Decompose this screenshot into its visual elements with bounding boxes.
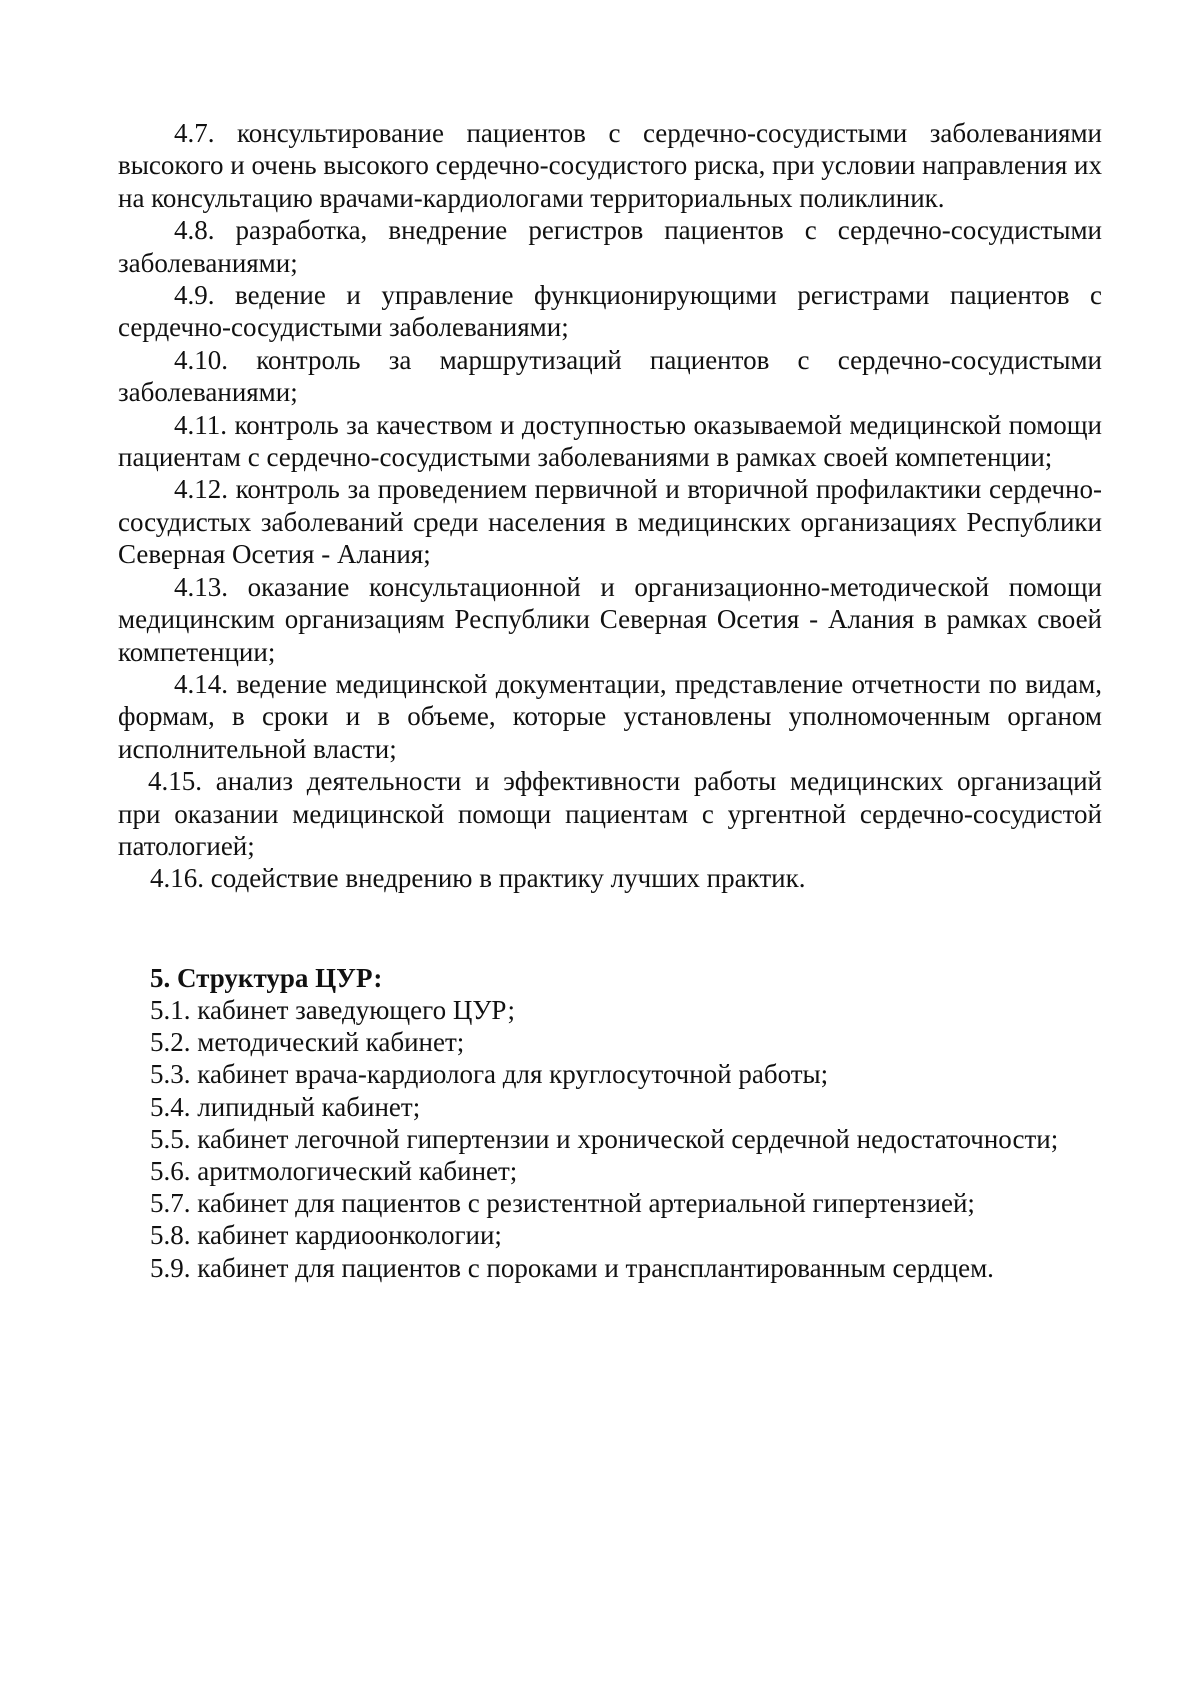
item-4-15: 4.15. анализ деятельности и эффективности работы медицинских организаций при оказании медицинской помощи пациентам с ургентной сердечно-сосудистой патологией; <box>118 766 1102 861</box>
section-5-title: 5. Структура ЦУР: <box>150 963 383 993</box>
item-4-12: 4.12. контроль за проведением первичной и вторичной профилактики сердечно-сосудистых заболеваний среди населения в медицинских организациях Республики Северная Осетия - Алания; <box>118 474 1102 570</box>
item-4-14: 4.14. ведение медицинской документации, представление отчетности по видам, формам, в сроки и в объеме, которые установлены уполномоченным органом исполнительной власти; <box>118 668 1102 764</box>
list-item: 5.4. липидный кабинет; <box>150 1091 421 1122</box>
item-4-10: 4.10. контроль за маршрутизаций пациентов с сердечно-сосудистыми заболеваниями; <box>118 344 1102 408</box>
list-item: 5.6. аритмологический кабинет; <box>150 1156 518 1187</box>
item-4-16: 4.16. содействие внедрению в практику лучших практик. <box>150 863 806 894</box>
section-5 <box>150 962 1100 1284</box>
list-item: 5.1. кабинет заведующего ЦУР; <box>150 995 515 1025</box>
item-4-13: 4.13. оказание консультационной и организационно-методической помощи медицинским организациям Республики Северная Осетия - Алания в рамках своей компетенции; <box>118 571 1102 667</box>
item-4-11: 4.11. контроль за качеством и доступностью оказываемой медицинской помощи пациентам с сердечно-сосудистыми заболеваниями в рамках своей компетенции; <box>118 409 1102 473</box>
item-4-9: 4.9. ведение и управление функционирующими регистрами пациентов с сердечно-сосудистыми заболеваниями; <box>118 280 1102 343</box>
list-item: 5.8. кабинет кардиоонкологии; <box>150 1220 502 1251</box>
item-4-8: 4.8. разработка, внедрение регистров пациентов с сердечно-сосудистыми заболеваниями; <box>118 215 1102 278</box>
list-item: 5.2. методический кабинет; <box>150 1027 465 1058</box>
list-item: 5.3. кабинет врача-кардиолога для круглосуточной работы; <box>150 1059 829 1090</box>
list-item: 5.5. кабинет легочной гипертензии и хронической сердечной недостаточности; <box>150 1123 1059 1154</box>
list-item: 5.7. кабинет для пациентов с резистентной артериальной гипертензией; <box>150 1188 975 1219</box>
section-4-continuation <box>118 117 1102 895</box>
section-5-list <box>150 994 1100 1284</box>
item-4-7: 4.7. консультирование пациентов с сердечно-сосудистыми заболеваниями высокого и очень высокого сердечно-сосудистого риска, при условии направления их на консультацию врачами-кардиологами территориальных поликлиник. <box>118 118 1102 213</box>
list-item: 5.9. кабинет для пациентов с пороками и трансплантированным сердцем. <box>150 1252 994 1283</box>
